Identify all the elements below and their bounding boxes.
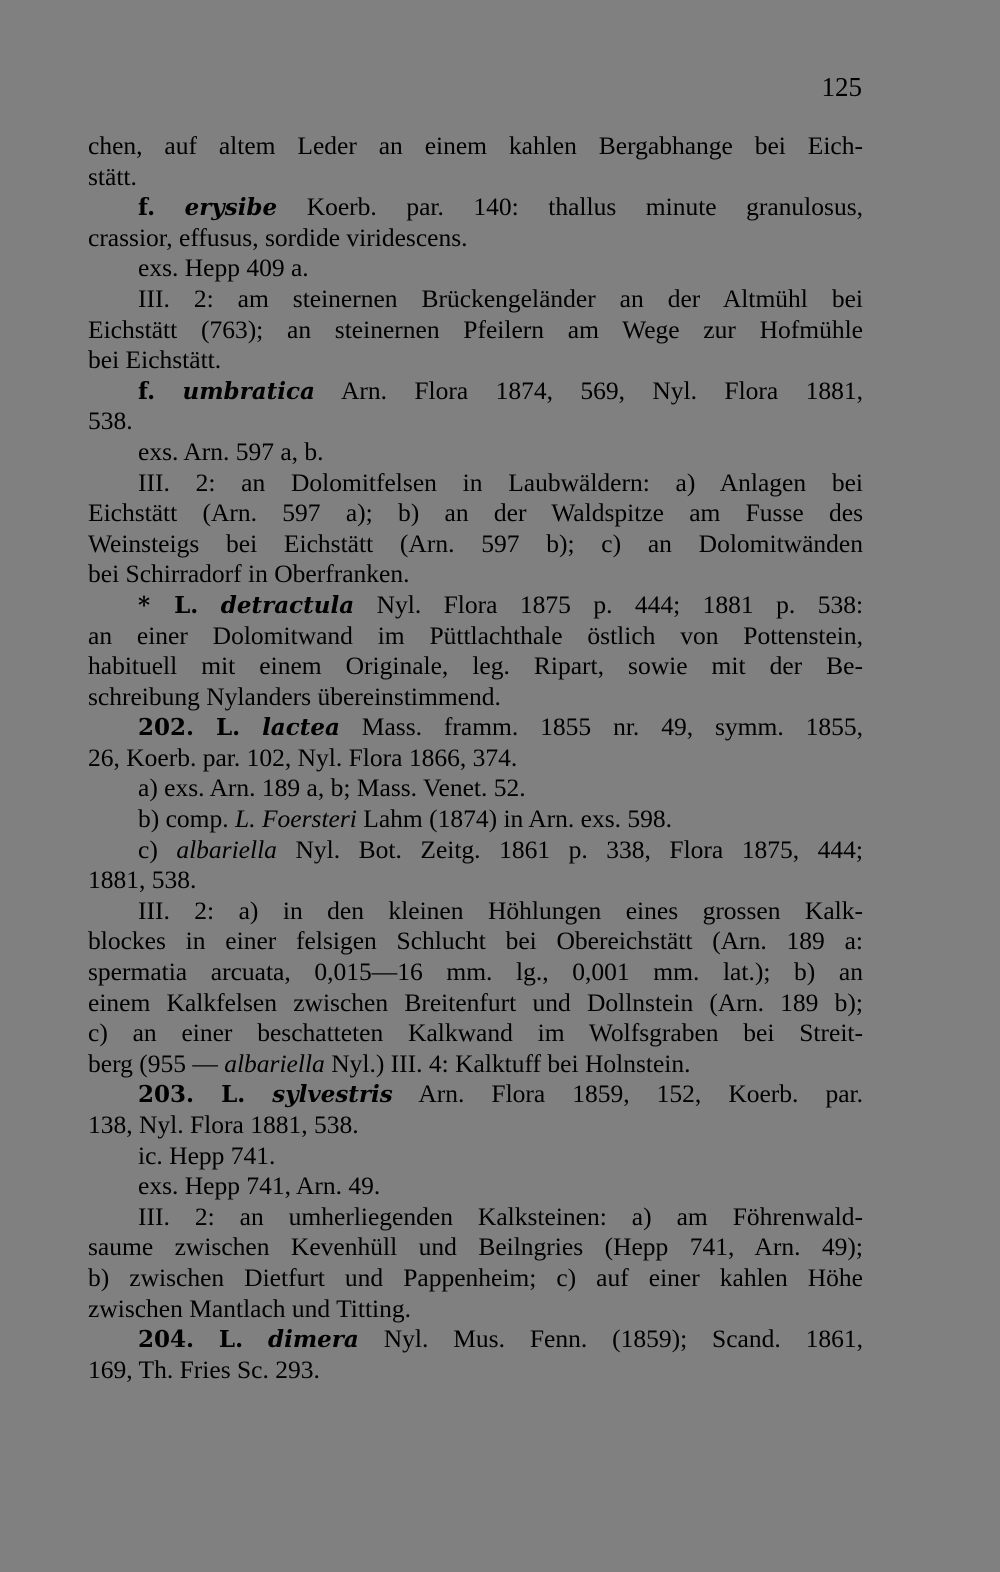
form-marker: f.: [138, 194, 156, 222]
citation: Arn. Flora 1874, 569, Nyl. Flora 1881,: [340, 375, 864, 405]
text-line: schreibung Nylanders übereinstimmend.: [88, 681, 501, 711]
text-line: ic. Hepp 741.: [138, 1140, 276, 1170]
text-line: an einer Dolomitwand im Püttlachthale östlich von Pottenstein,: [88, 620, 863, 650]
text-line: Eichstätt (Arn. 597 a); b) an der Waldspitze am Fusse des: [88, 498, 863, 528]
citation: Mass. framm. 1855 nr. 49, symm. 1855,: [361, 712, 864, 742]
taxon-name: albariella: [176, 834, 277, 864]
text-line: stätt.: [88, 161, 137, 191]
citation: Nyl. Flora 1875 p. 444; 1881 p. 538:: [376, 589, 864, 619]
text-line: blockes in einer felsigen Schlucht bei Obereichstätt (Arn. 189 a:: [88, 926, 863, 956]
form-marker: f.: [138, 377, 156, 405]
text-line: III. 2: a) in den kleinen Höhlungen eines grossen Kalk-: [138, 895, 863, 925]
text-line: einem Kalkfelsen zwischen Breitenfurt und Dollnstein (Arn. 189 b);: [88, 987, 863, 1017]
text-line: 26, Koerb. par. 102, Nyl. Flora 1866, 374.: [88, 742, 518, 772]
genus-abbrev: L.: [218, 1326, 244, 1354]
citation: Koerb. par. 140: thallus minute granulosus,: [306, 192, 863, 222]
text-line: exs. Hepp 741, Arn. 49.: [138, 1171, 381, 1201]
text-line: [88, 804, 863, 835]
text-line: III. 2: am steinernen Brückengeländer an der Altmühl bei: [138, 283, 863, 313]
text-line: crassior, effusus, sordide viridescens.: [88, 222, 468, 252]
text-line: exs. Arn. 597 a, b.: [138, 436, 324, 466]
entry-form-umbratica: [88, 376, 863, 407]
text-line: 538.: [88, 406, 133, 436]
text-segment: Nyl.) III. 4: Kalktuff bei Holnstein.: [331, 1048, 691, 1078]
text-segment: Lahm (1874) in Arn. exs. 598.: [363, 804, 673, 834]
text-line: [88, 835, 863, 866]
genus-abbrev: L.: [215, 714, 241, 742]
text-line: bei Schirradorf in Oberfranken.: [88, 559, 410, 589]
species-name: detractula: [220, 591, 355, 619]
text-segment: c): [138, 834, 158, 864]
species-name: sylvestris: [272, 1081, 393, 1109]
entry-number: 202.: [138, 714, 195, 742]
text-segment: berg (955 —: [88, 1048, 218, 1078]
entry-203-sylvestris: [88, 1079, 863, 1110]
text-line: bei Eichstätt.: [88, 345, 222, 375]
text-line: spermatia arcuata, 0,015—16 mm. lg., 0,001 mm. lat.); b) an: [88, 957, 863, 987]
text-segment: Nyl. Bot. Zeitg. 1861 p. 338, Flora 1875, 444;: [295, 834, 863, 864]
species-name: umbratica: [182, 377, 315, 405]
text-line: 169, Th. Fries Sc. 293.: [88, 1354, 320, 1384]
text-line: 138, Nyl. Flora 1881, 538.: [88, 1110, 359, 1139]
text-line: habituell mit einem Originale, leg. Ripart, sowie mit der Be-: [88, 651, 863, 681]
taxon-name: L. Foersteri: [235, 804, 357, 834]
text-line: Eichstätt (763); an steinernen Pfeilern am Wege zur Hofmühle: [88, 314, 863, 344]
text-line: exs. Hepp 409 a.: [138, 253, 309, 283]
species-name: dimera: [268, 1326, 359, 1354]
entry-form-erysibe: [88, 192, 863, 223]
genus-abbrev: L.: [221, 1081, 246, 1109]
genus-marker: * L.: [138, 591, 199, 619]
text-line: zwischen Mantlach und Titting.: [88, 1293, 411, 1323]
entry-number: 204.: [138, 1326, 195, 1354]
text-line: saume zwischen Kevenhüll und Beilngries (Hepp 741, Arn. 49);: [88, 1232, 863, 1262]
page-number: 125: [821, 72, 862, 102]
text-line: [88, 1049, 863, 1080]
text-line: chen, auf altem Leder an einem kahlen Bergabhange bei Eich-: [88, 131, 863, 160]
citation: Arn. Flora 1859, 152, Koerb. par.: [418, 1079, 863, 1109]
text-segment: b) comp.: [138, 804, 229, 834]
taxon-name: albariella: [224, 1048, 325, 1078]
entry-number: 203.: [138, 1081, 195, 1109]
text-line: a) exs. Arn. 189 a, b; Mass. Venet. 52.: [138, 773, 526, 803]
text-line: c) an einer beschatteten Kalkwand im Wolfsgraben bei Streit-: [88, 1018, 863, 1048]
text-line: III. 2: an Dolomitfelsen in Laubwäldern: a) Anlagen bei: [138, 467, 863, 497]
species-name: erysibe: [184, 194, 278, 222]
body-text: [88, 131, 863, 1385]
entry-204-dimera: [88, 1324, 863, 1355]
text-line: b) zwischen Dietfurt und Pappenheim; c) auf einer kahlen Höhe: [88, 1262, 863, 1292]
text-line: 1881, 538.: [88, 865, 197, 895]
citation: Nyl. Mus. Fenn. (1859); Scand. 1861,: [383, 1324, 864, 1354]
entry-202-lactea: [88, 712, 863, 743]
text-line: III. 2: an umherliegenden Kalksteinen: a) am Föhrenwald-: [138, 1201, 863, 1231]
species-name: lactea: [262, 714, 340, 742]
entry-detractula: [88, 590, 863, 621]
text-line: Weinsteigs bei Eichstätt (Arn. 597 b); c) an Dolomitwänden: [88, 528, 863, 558]
